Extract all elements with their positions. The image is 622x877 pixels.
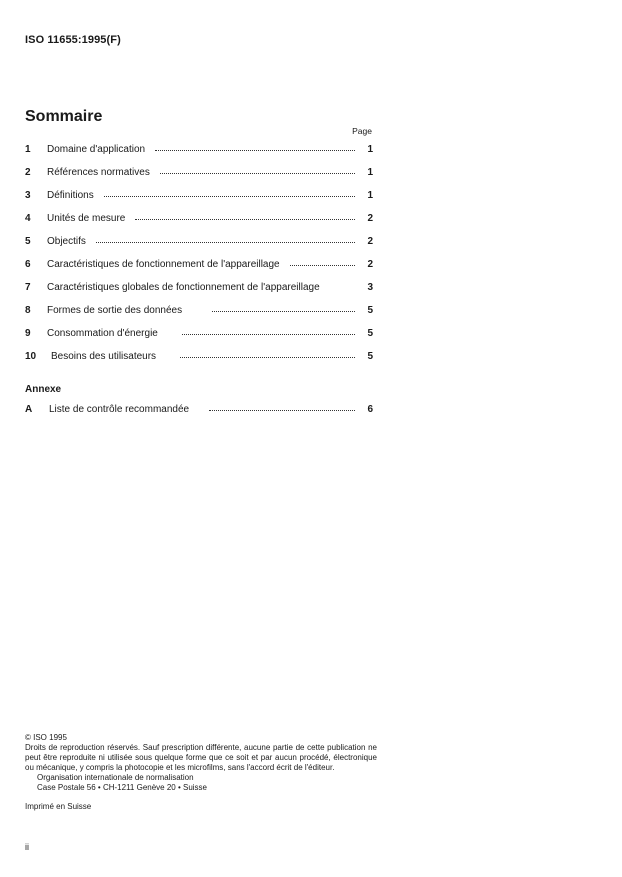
toc-label: Définitions: [47, 190, 94, 201]
toc-number: 7: [25, 282, 31, 293]
toc-number: 2: [25, 167, 31, 178]
toc-number: 9: [25, 328, 31, 339]
toc-entry-7[interactable]: [25, 282, 373, 305]
rights-statement: Droits de reproduction réservés. Sauf prescription différente, aucune partie de cette publication ne peut être reproduite ni utilisée sous quelque forme que ce soit et par aucun procédé, électronique ou mécanique, y compris la photocopie et les microfilms, sans l'accord écrit de l'éditeur.: [25, 743, 377, 772]
toc-entry-4[interactable]: [25, 213, 373, 236]
copyright-line: © ISO 1995: [25, 733, 67, 742]
toc-number: 6: [25, 259, 31, 270]
toc-leader: [180, 356, 355, 358]
page-column-label: Page: [352, 126, 372, 136]
toc-label: Domaine d'application: [47, 144, 146, 155]
toc-label: Unités de mesure: [47, 213, 126, 224]
toc-page: 1: [367, 167, 373, 178]
toc-number: 5: [25, 236, 31, 247]
toc-leader: [96, 241, 355, 243]
toc-leader: [135, 218, 355, 220]
toc-label: Objectifs: [47, 236, 86, 247]
toc-entry-8[interactable]: [25, 305, 373, 328]
toc-page: 3: [367, 282, 373, 293]
document-header: ISO 11655:1995(F): [25, 34, 121, 46]
toc-number: 3: [25, 190, 31, 201]
annex-page: 6: [367, 404, 373, 415]
toc-leader: [104, 195, 355, 197]
toc-entry-5[interactable]: [25, 236, 373, 259]
copyright-notice: [25, 733, 377, 793]
toc-page: 1: [367, 144, 373, 155]
organisation-address: Case Postale 56 • CH-1211 Genève 20 • Suisse: [37, 783, 207, 792]
toc-label: Caractéristiques de fonctionnement de l'appareillage: [47, 259, 280, 270]
toc-label: Besoins des utilisateurs: [51, 351, 157, 362]
toc-page: 5: [367, 328, 373, 339]
toc-page: 2: [367, 236, 373, 247]
toc-page: 5: [367, 351, 373, 362]
toc-page: 5: [367, 305, 373, 316]
toc-number: 1: [25, 144, 31, 155]
toc-entry-10[interactable]: [25, 351, 373, 374]
table-of-contents: [25, 144, 373, 374]
toc-entry-6[interactable]: [25, 259, 373, 282]
page-title: Sommaire: [25, 108, 103, 125]
toc-label: Formes de sortie des données: [47, 305, 183, 316]
annex-entry-a[interactable]: [25, 404, 373, 427]
toc-leader: [290, 264, 355, 266]
toc-entry-2[interactable]: [25, 167, 373, 190]
toc-leader: [182, 333, 355, 335]
annex-heading: Annexe: [25, 384, 62, 395]
toc-page: 2: [367, 259, 373, 270]
toc-leader: [155, 149, 355, 151]
toc-number: 8: [25, 305, 31, 316]
annex-leader: [209, 409, 355, 411]
toc-entry-1[interactable]: [25, 144, 373, 167]
annex-label: Liste de contrôle recommandée: [49, 404, 190, 415]
toc-number: 10: [25, 351, 37, 362]
organisation-name: Organisation internationale de normalisation: [37, 773, 194, 782]
toc-label: Consommation d'énergie: [47, 328, 158, 339]
toc-page: 2: [367, 213, 373, 224]
printed-in: Imprimé en Suisse: [25, 802, 92, 811]
toc-leader: [212, 310, 355, 312]
toc-entry-9[interactable]: [25, 328, 373, 351]
toc-label: Références normatives: [47, 167, 150, 178]
annex-list: [25, 404, 373, 427]
annex-number: A: [25, 404, 33, 415]
page-number: ii: [25, 842, 29, 852]
toc-number: 4: [25, 213, 31, 224]
toc-leader: [160, 172, 355, 174]
toc-leader: [330, 288, 355, 289]
toc-page: 1: [367, 190, 373, 201]
toc-label: Caractéristiques globales de fonctionnement de l'appareillage: [47, 282, 320, 293]
toc-entry-3[interactable]: [25, 190, 373, 213]
